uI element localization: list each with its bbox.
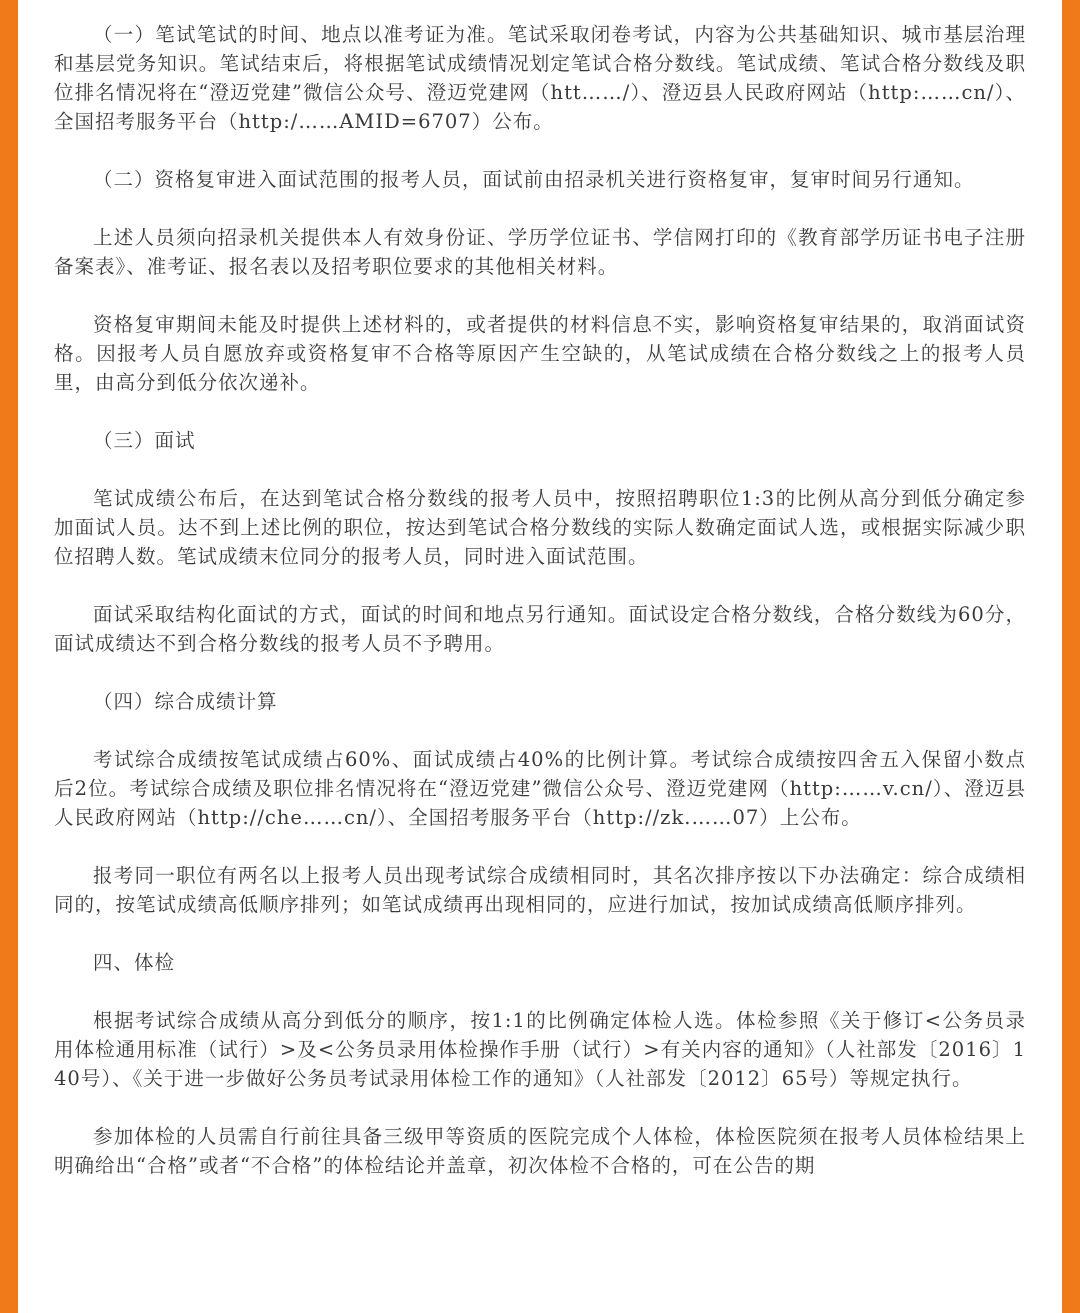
heading-score-calculation: （四）综合成绩计算 [93, 690, 278, 713]
paragraph-tie-break: 报考同一职位有两名以上报考人员出现考试综合成绩相同时，其名次排序按以下办法确定：综合成绩相同的，按笔试成绩高低顺序排列；如笔试成绩再出现相同的，应进行加试，按加试成绩高低顺序排列。 [54, 864, 1026, 916]
paragraph-interview-method: 面试采取结构化面试的方式，面试的时间和地点另行通知。面试设定合格分数线，合格分数线为60分，面试成绩达不到合格分数线的报考人员不予聘用。 [54, 603, 1026, 655]
document-body [54, 20, 1026, 1209]
paragraph-qualification-review: （二）资格复审进入面试范围的报考人员，面试前由招录机关进行资格复审，复审时间另行通知。 [93, 168, 975, 191]
paragraph-review-failure: 资格复审期间未能及时提供上述材料的，或者提供的材料信息不实，影响资格复审结果的，取消面试资格。因报考人员自愿放弃或资格复审不合格等原因产生空缺的，从笔试成绩在合格分数线之上的报考人员里，由高分到低分依次递补。 [54, 313, 1026, 394]
paragraph-interview-selection: 笔试成绩公布后，在达到笔试合格分数线的报考人员中，按照招聘职位1:3的比例从高分到低分确定参加面试人员。达不到上述比例的职位，按达到笔试合格分数线的实际人数确定面试人选，或根据实际减少职位招聘人数。笔试成绩末位同分的报考人员，同时进入面试范围。 [54, 487, 1026, 568]
paragraph-physical-exam-standard: 根据考试综合成绩从高分到低分的顺序，按1:1的比例确定体检人选。体检参照《关于修订<公务员录用体检通用标准（试行）>及<公务员录用体检操作手册（试行）>有关内容的通知》（人社部发〔2016〕140号）、《关于进一步做好公务员考试录用体检工作的通知》（人社部发〔2012〕65号）等规定执行。 [54, 1009, 1026, 1090]
paragraph-required-materials: 上述人员须向招录机关提供本人有效身份证、学历学位证书、学信网打印的《教育部学历证书电子注册备案表》、准考证、报名表以及招考职位要求的其他相关材料。 [54, 226, 1026, 278]
heading-interview: （三）面试 [93, 429, 196, 452]
paragraph-physical-exam-hospital: 参加体检的人员需自行前往具备三级甲等资质的医院完成个人体检，体检医院须在报考人员体检结果上明确给出“合格”或者“不合格”的体检结论并盖章，初次体检不合格的，可在公告的期 [54, 1125, 1026, 1177]
document-page [18, 0, 1062, 1313]
paragraph-written-exam: （一）笔试笔试的时间、地点以准考证为准。笔试采取闭卷考试，内容为公共基础知识、城市基层治理和基层党务知识。笔试结束后，将根据笔试成绩情况划定笔试合格分数线。笔试成绩、笔试合格分数线及职位排名情况将在“澄迈党建”微信公众号、澄迈党建网（htt……/）、澄迈县人民政府网站（http:……cn/）、全国招考服务平台（http:/……AMID=6707）公布。 [54, 23, 1026, 133]
heading-physical-exam: 四、体检 [93, 951, 176, 974]
paragraph-score-formula: 考试综合成绩按笔试成绩占60%、面试成绩占40%的比例计算。考试综合成绩按四舍五入保留小数点后2位。考试综合成绩及职位排名情况将在“澄迈党建”微信公众号、澄迈党建网（http:……v.cn/）、澄迈县人民政府网站（http://che……cn/）、全国招考服务平台（http://zk.……07）上公布。 [54, 748, 1026, 829]
